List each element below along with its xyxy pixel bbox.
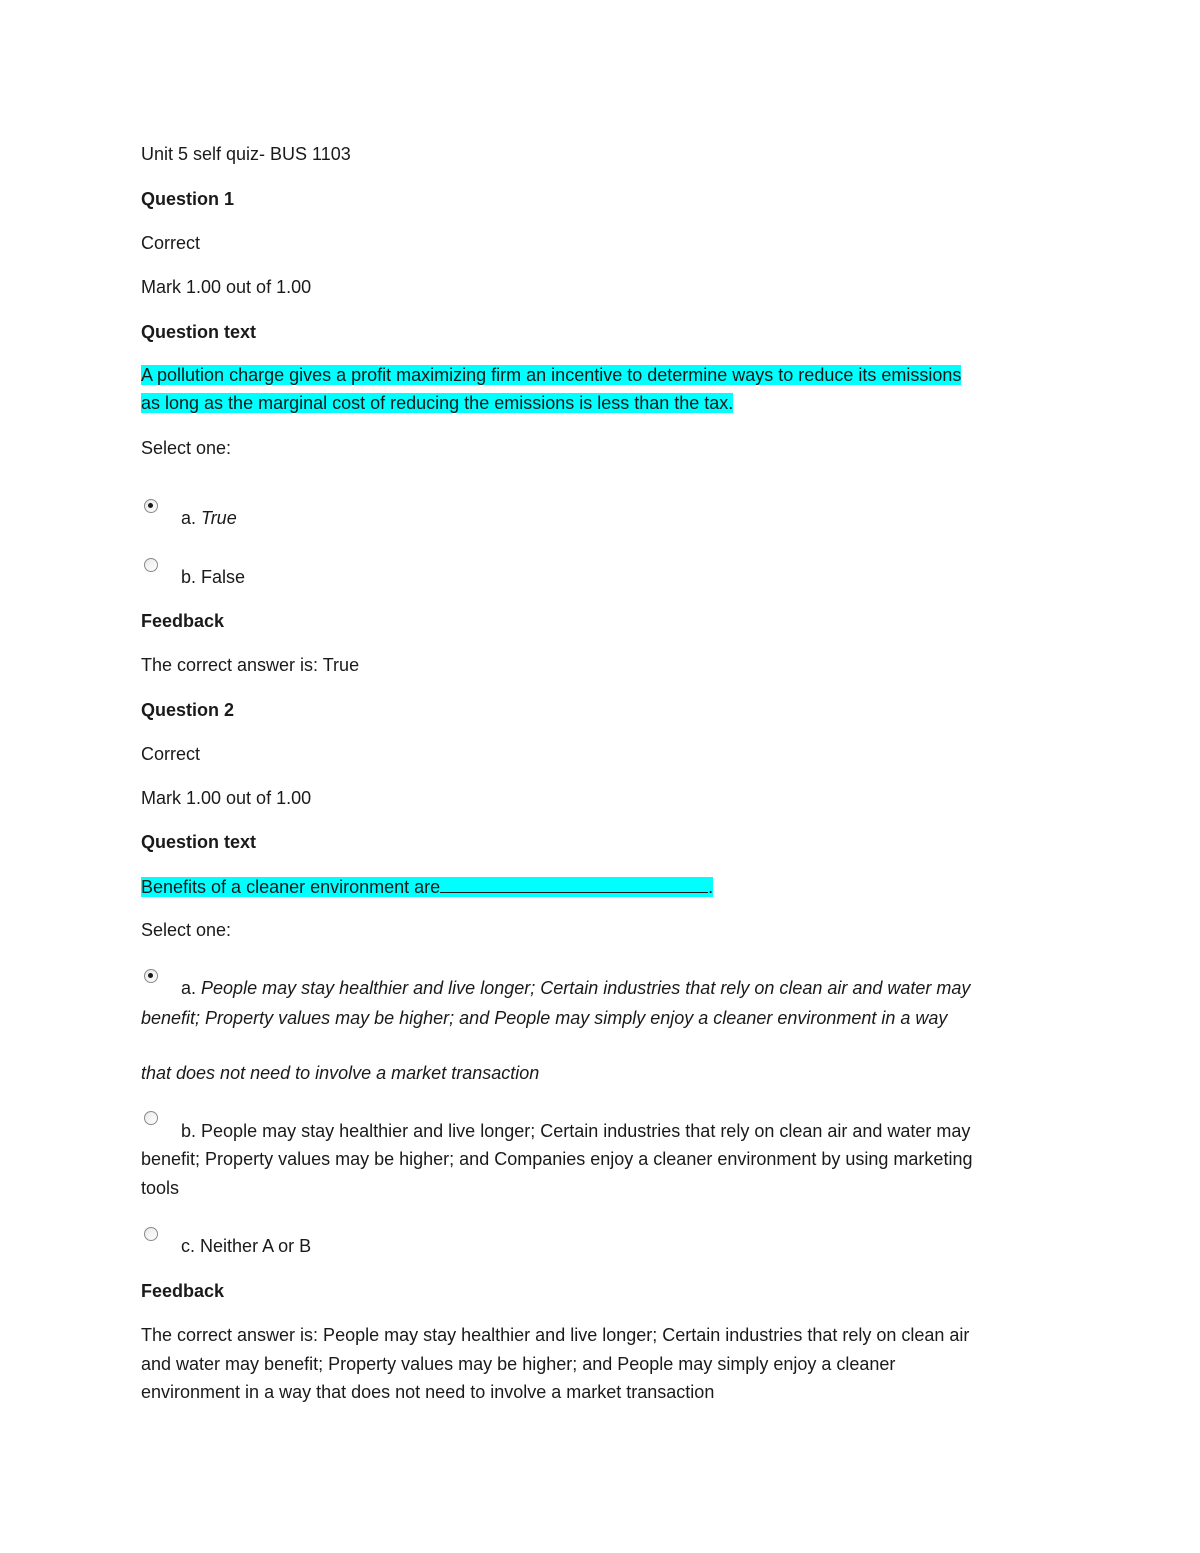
question-1-text-line-1 [141,365,961,386]
fill-in-blank [440,876,708,893]
question-2-text-end: . [708,877,714,897]
question-1-option-a[interactable] [181,508,237,529]
question-2-mark: Mark 1.00 out of 1.00 [141,788,312,808]
option-label: Neither A or B [200,1236,312,1256]
highlight: as long as the marginal cost of reducing the emissions is less than the tax. [141,393,734,413]
document-title: Unit 5 self quiz- BUS 1103 [141,144,351,164]
question-2-option-b-line-1[interactable] [181,1121,970,1142]
question-2-feedback-line-3: environment in a way that does not need to involve a market transaction [141,1382,715,1402]
question-2-text [141,876,713,898]
option-label: True [201,508,237,528]
option-letter: b. [181,1121,197,1141]
question-2-option-b-line-3[interactable]: tools [141,1178,180,1198]
highlight: A pollution charge gives a profit maximizing firm an incentive to determine ways to reduce its emissions [141,365,962,385]
question-2-label: Question 2 [141,700,235,720]
option-letter: a. [181,508,197,528]
option-label: People may stay healthier and live longer; Certain industries that rely on clean air and water may [201,978,971,998]
question-1-option-b-radio[interactable] [144,558,158,572]
question-2-option-a-line-3[interactable]: that does not need to involve a market transaction [141,1063,540,1083]
radio-selected-dot [148,503,153,508]
question-2-text-label: Question text [141,832,257,852]
question-1-mark: Mark 1.00 out of 1.00 [141,277,312,297]
question-2-feedback-line-2: and water may benefit; Property values may be higher; and People may simply enjoy a cleaner [141,1354,896,1374]
question-1-option-a-radio[interactable] [144,499,158,513]
question-1-text-label: Question text [141,322,257,342]
question-1-select-prompt: Select one: [141,438,232,458]
question-1-feedback-label: Feedback [141,611,225,631]
option-label: People may stay healthier and live longer; Certain industries that rely on clean air and water may [201,1121,971,1141]
question-2-option-b-line-2[interactable]: benefit; Property values may be higher; and Companies enjoy a cleaner environment by using marketing [141,1149,973,1169]
radio-selected-dot [148,973,153,978]
question-2-option-a-line-2[interactable]: benefit; Property values may be higher; and People may simply enjoy a cleaner environment in a way [141,1008,948,1028]
option-label: False [201,567,246,587]
question-2-option-b-radio[interactable] [144,1111,158,1125]
question-2-feedback-line-1: The correct answer is: People may stay healthier and live longer; Certain industries that rely on clean air [141,1325,970,1345]
question-2-option-a-radio[interactable] [144,969,158,983]
question-1-text-line-2 [141,393,733,414]
question-2-feedback-label: Feedback [141,1281,225,1301]
highlight [141,877,713,897]
question-1-status: Correct [141,233,201,253]
question-2-option-a-line-1[interactable] [181,978,970,999]
question-1-label: Question 1 [141,189,235,209]
question-2-status: Correct [141,744,201,764]
question-2-text-content: Benefits of a cleaner environment are [141,877,441,897]
question-1-option-b[interactable] [181,567,245,588]
option-letter: a. [181,978,197,998]
question-2-option-c[interactable] [181,1236,311,1257]
question-1-feedback: The correct answer is: True [141,655,360,675]
option-letter: c. [181,1236,196,1256]
option-letter: b. [181,567,197,587]
question-2-option-c-radio[interactable] [144,1227,158,1241]
question-2-select-prompt: Select one: [141,920,232,940]
